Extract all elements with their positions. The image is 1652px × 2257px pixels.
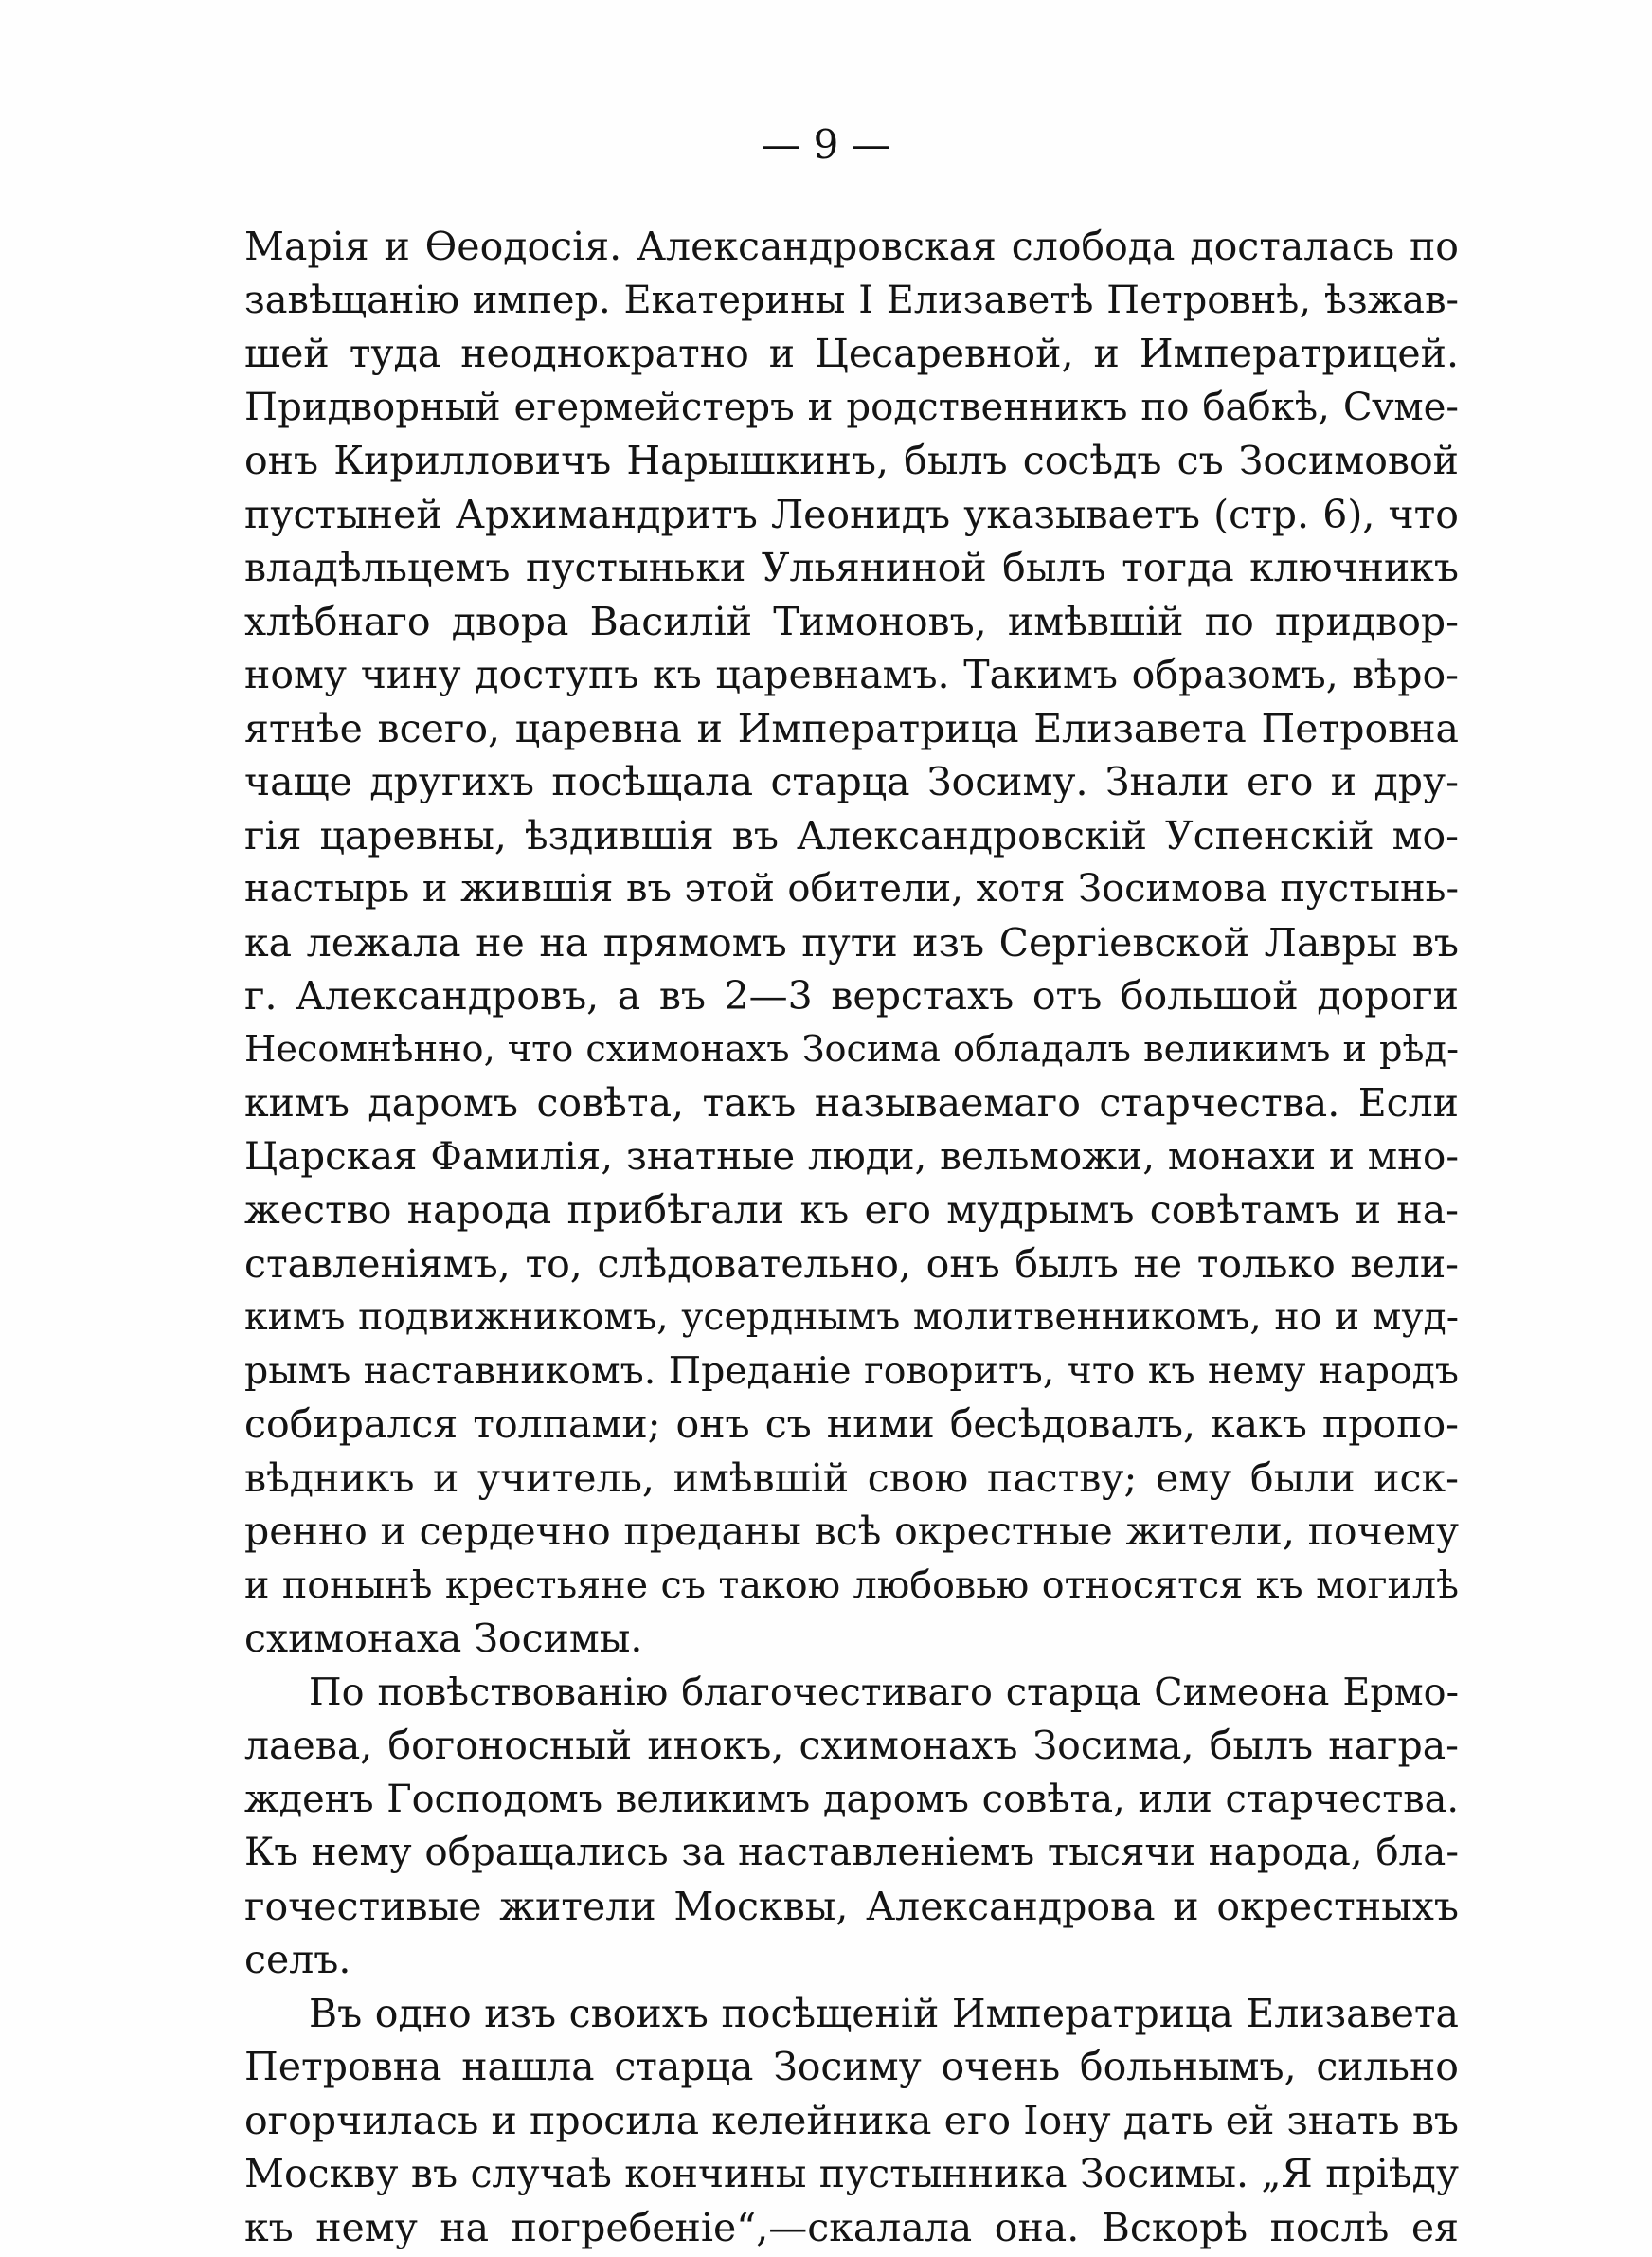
text-line: къ нему на погребеніе“,—скалала она. Вскорѣ послѣ ея <box>244 2204 1459 2250</box>
text-line: Петровна нашла старца Зосиму очень больнымъ, сильно <box>244 2044 1459 2089</box>
text-line: рымъ наставникомъ. Преданіе говоритъ, что къ нему народъ <box>244 1348 1459 1393</box>
text-line: ка лежала не на прямомъ пути изъ Сергіевской Лавры въ <box>244 919 1459 966</box>
text-line: хлѣбнаго двора Василій Тимоновъ, имѣвшій по придвор- <box>244 598 1459 644</box>
text-line: жденъ Господомъ великимъ даромъ совѣта, или старчества. <box>244 1777 1459 1821</box>
text-line: ятнѣе всего, царевна и Императрица Елизавета Петровна <box>244 705 1459 751</box>
text-line: Царская Фамилія, знатные люди, вельможи, монахи и мно- <box>244 1133 1459 1179</box>
text-line: Придворный егермейстеръ и родственникъ по бабкѣ, Сvме- <box>244 385 1459 429</box>
text-line: По повѣствованію благочестиваго старца Симеона Ермо- <box>309 1670 1459 1714</box>
text-line: ному чину доступъ къ царевнамъ. Такимъ образомъ, вѣро- <box>244 652 1459 697</box>
text-line: огорчилась и просила келейника его Іону дать ей знать въ <box>244 2097 1459 2143</box>
text-line: гія царевны, ѣздившія въ Александровскій Успенскій мо- <box>244 812 1459 858</box>
text-line: вѣдникъ и учитель, имѣвшій свою паству; ему были иск- <box>244 1454 1459 1501</box>
text-line: схимонаха Зосимы. <box>244 1616 643 1661</box>
paragraph-2 <box>244 1666 1459 1987</box>
paragraph-3 <box>244 1987 1459 2255</box>
text-line: владѣльцемъ пустыньки Ульяниной былъ тогда ключникъ <box>244 545 1459 590</box>
text-line: кимъ подвижникомъ, усерднымъ молитвенникомъ, но и муд- <box>244 1295 1459 1339</box>
text-line: ренно и сердечно преданы всѣ окрестные жители, почему <box>244 1508 1459 1554</box>
text-line: онъ Кирилловичъ Нарышкинъ, былъ сосѣдъ съ Зосимовой <box>244 438 1459 483</box>
text-line: г. Александровъ, а въ 2—3 верстахъ отъ большой дороги <box>244 973 1459 1019</box>
text-line: Марія и Өеодосія. Александровская слобода досталась по <box>244 224 1459 269</box>
text-line: лаева, богоносный инокъ, схимонахъ Зосима, былъ награ- <box>244 1723 1459 1768</box>
body-text <box>244 220 1459 2254</box>
text-line: Несомнѣнно, что схимонахъ Зосима обладалъ великимъ и рѣд- <box>244 1028 1459 1071</box>
page-number: — 9 — <box>761 121 891 168</box>
paragraph-1 <box>244 220 1459 1666</box>
text-line: Москву въ случаѣ кончины пустынника Зосимы. „Я пріѣду <box>244 2151 1459 2196</box>
text-line: чаще другихъ посѣщала старца Зосиму. Знали его и дру- <box>244 759 1459 804</box>
text-line: Къ нему обращались за наставленіемъ тысячи народа, бла- <box>244 1830 1459 1874</box>
text-line: завѣщанію импер. Екатерины I Елизаветѣ Петровнѣ, ѣзжав- <box>244 278 1459 322</box>
text-line: и понынѣ крестьяне съ такою любовью относятся къ могилѣ <box>244 1562 1459 1607</box>
text-line: собирался толпами; онъ съ ними бесѣдовалъ, какъ пропо- <box>244 1401 1459 1447</box>
text-line: пустыней Архимандритъ Леонидъ указываетъ (стр. 6), что <box>244 491 1459 537</box>
text-line: гочестивые жители Москвы, Александрова и окрестныхъ <box>244 1883 1459 1929</box>
text-line: настырь и жившія въ этой обители, хотя Зосимова пустынь- <box>244 867 1459 911</box>
text-line: ставленіямъ, то, слѣдовательно, онъ былъ не только вели- <box>244 1240 1459 1287</box>
text-line: шей туда неоднократно и Цесаревной, и Императрицей. <box>244 331 1459 376</box>
text-line: Въ одно изъ своихъ посѣщеній Императрица Елизавета <box>309 1990 1459 2036</box>
text-line: селъ. <box>244 1937 351 1982</box>
text-line: кимъ даромъ совѣта, такъ называемаго старчества. Если <box>244 1080 1459 1126</box>
text-line: жество народа прибѣгали къ его мудрымъ совѣтамъ и на- <box>244 1187 1459 1233</box>
